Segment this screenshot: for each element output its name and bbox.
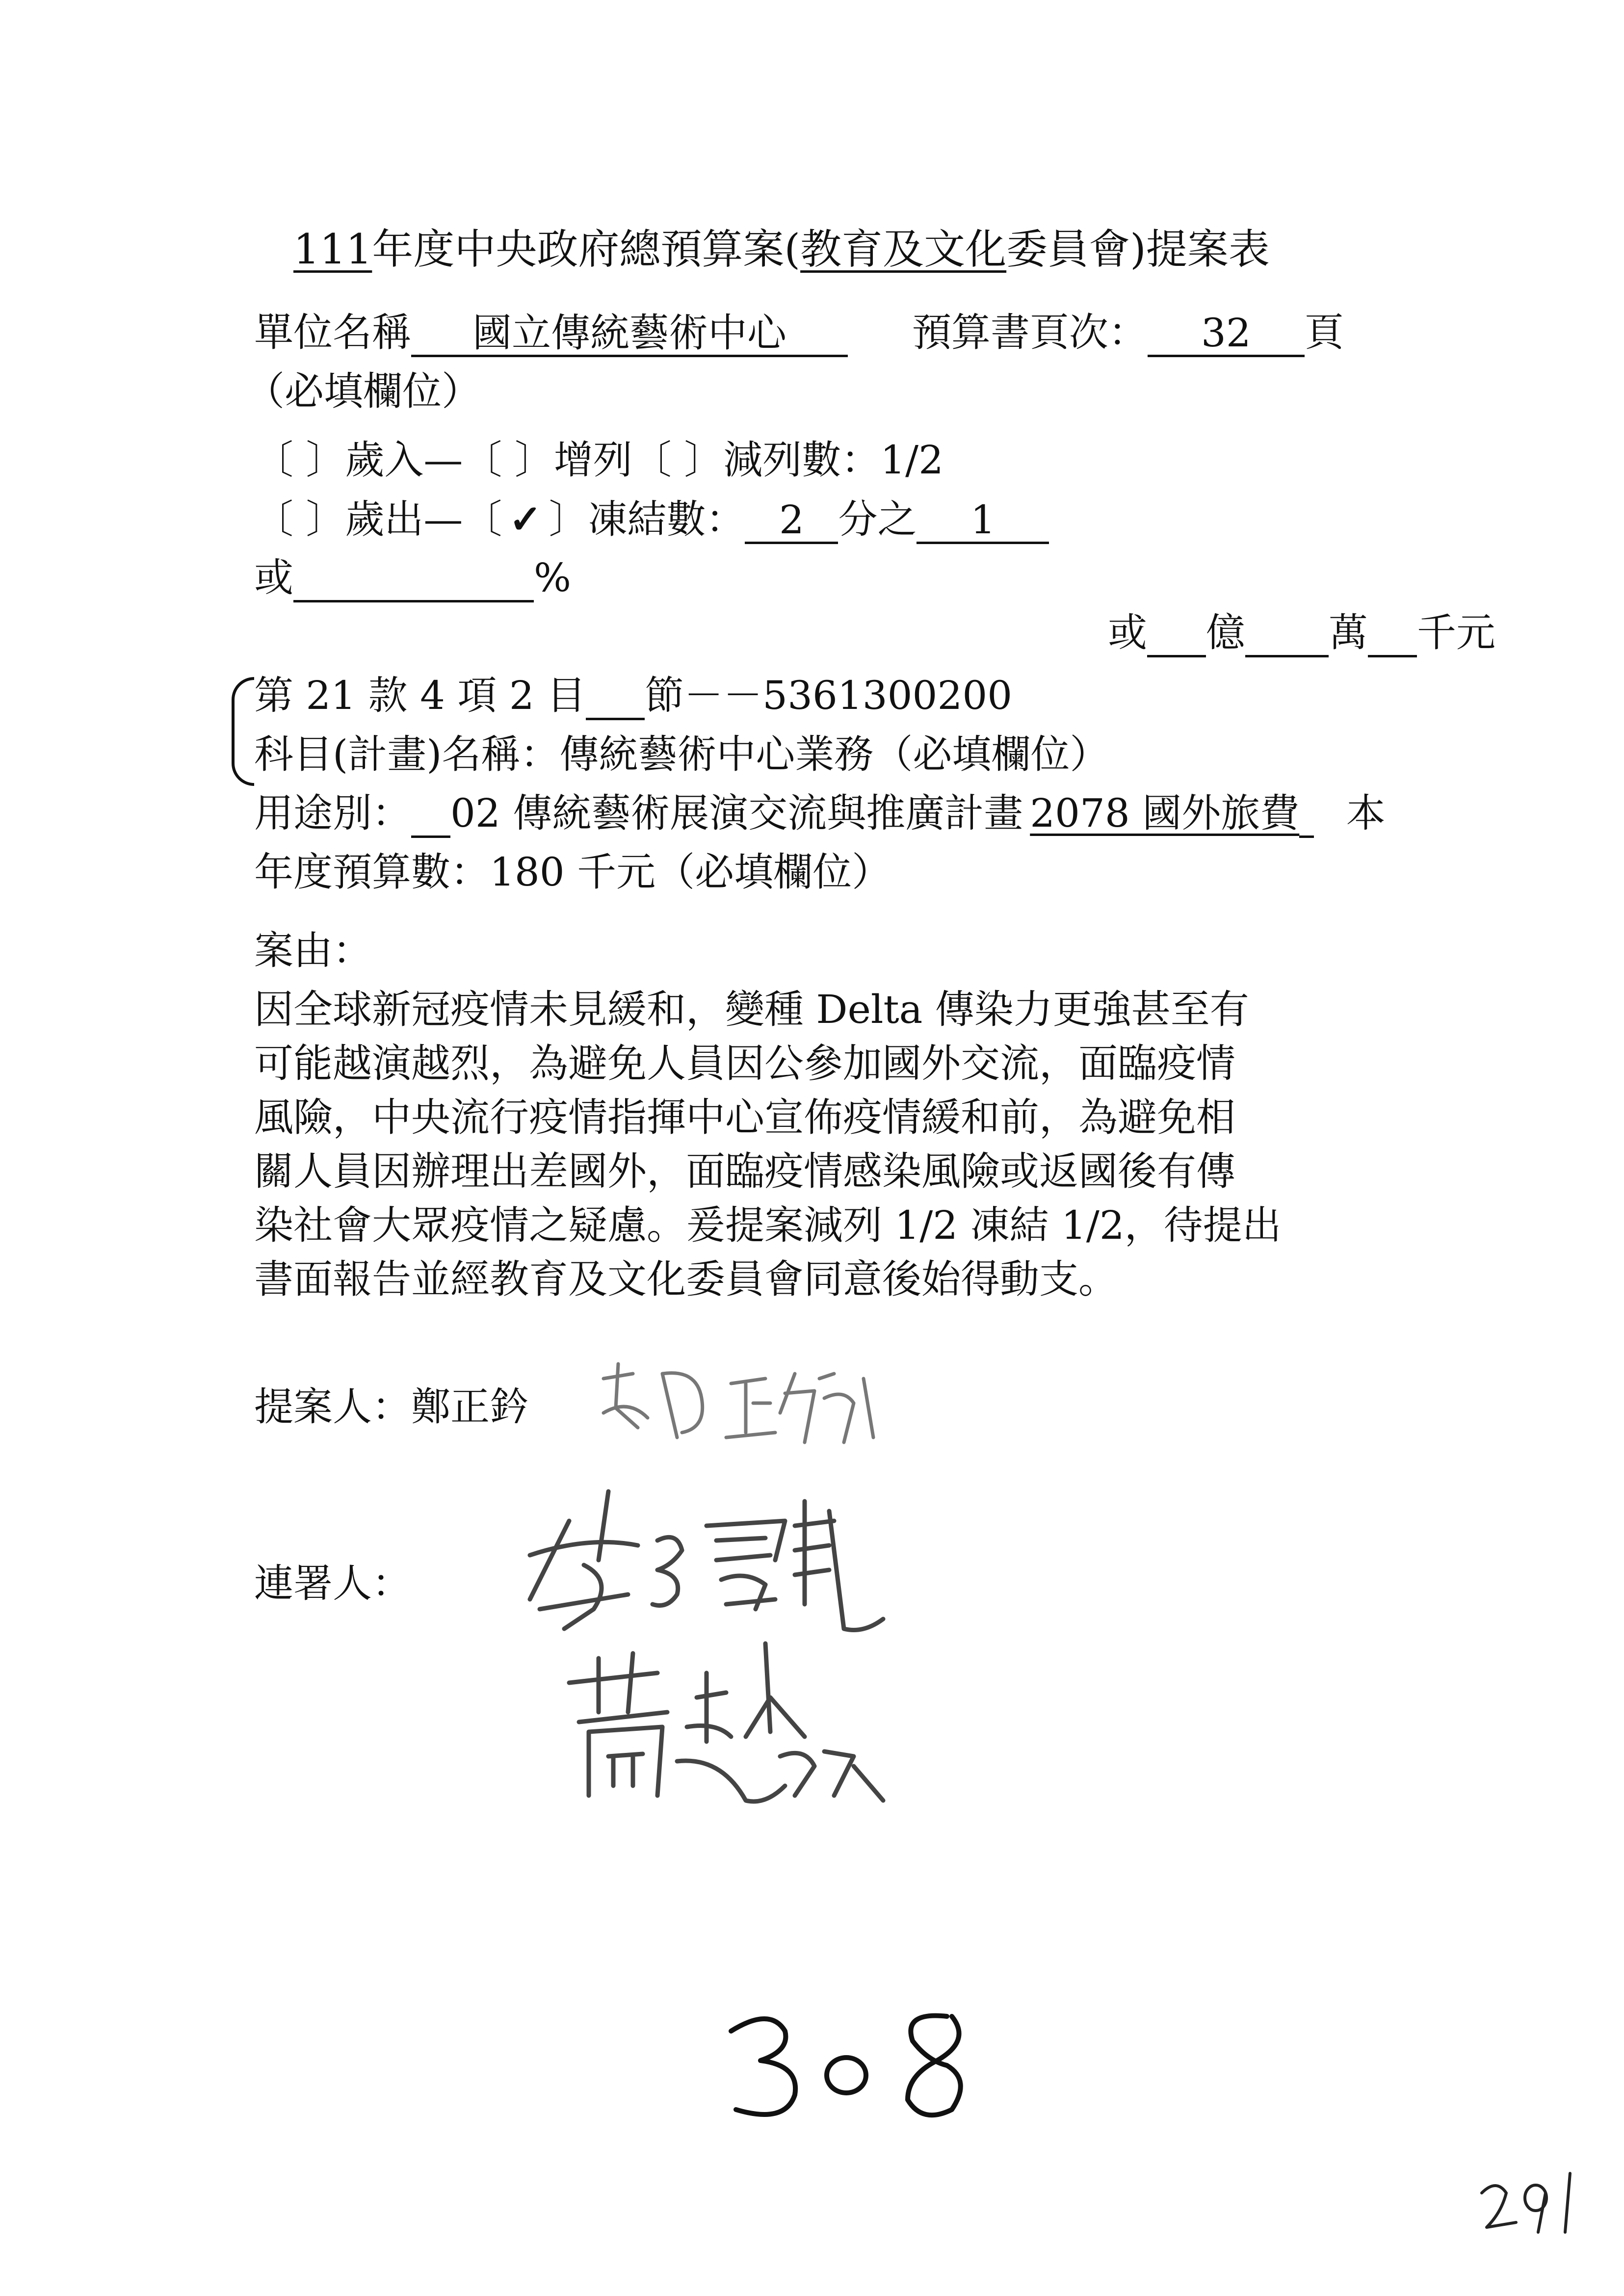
unit-required-note: （必填欄位） bbox=[245, 368, 481, 414]
subject-line-2: 科目(計畫)名稱：傳統藝術中心業務（必填欄位） bbox=[254, 731, 1109, 777]
usage-plan: 02 傳統藝術展演交流與推廣計畫 bbox=[450, 790, 1023, 836]
handwritten-corner-number bbox=[1477, 2164, 1585, 2237]
fraction-word: 分之 bbox=[838, 496, 917, 542]
usage-item-tail bbox=[1299, 792, 1314, 838]
title-year: 111 bbox=[293, 225, 372, 273]
unit-value: 國立傳統藝術中心 bbox=[411, 312, 848, 357]
subject-jie: 節－－5361300200 bbox=[645, 673, 1013, 718]
usage-blank bbox=[411, 792, 450, 838]
revenue-line: 〔 〕歲入—〔 〕增列〔 〕減列數：1/2 bbox=[254, 437, 944, 483]
usage-label: 用途別： bbox=[254, 790, 411, 836]
freeze-denominator: 1 bbox=[917, 498, 1049, 544]
cosigner-label: 連署人： bbox=[254, 1561, 411, 1606]
qian-blank bbox=[1368, 612, 1417, 657]
usage-line-2: 年度預算數：180 千元（必填欄位） bbox=[254, 849, 891, 895]
expense-line bbox=[254, 495, 1049, 544]
expense-prefix: 〔 〕歲出—〔 bbox=[254, 496, 502, 542]
reason-line-3: 風險，中央流行疫情指揮中心宣佈疫情緩和前，為避免相 bbox=[254, 1095, 1235, 1140]
reason-line-1: 因全球新冠疫情未見緩和，變種 Delta 傳染力更強甚至有 bbox=[254, 987, 1249, 1032]
qian-label: 千元 bbox=[1417, 610, 1495, 655]
unit-line bbox=[254, 308, 1344, 357]
subject-line-1 bbox=[254, 671, 1012, 720]
wan-blank bbox=[1245, 612, 1329, 657]
subject-brace bbox=[232, 677, 254, 786]
amount-line bbox=[1108, 608, 1495, 657]
expense-mid: 〕凍結數： bbox=[549, 496, 745, 542]
reason-label: 案由： bbox=[254, 928, 372, 973]
or-label: 或 bbox=[254, 555, 293, 600]
check-mark: ✓ bbox=[509, 496, 542, 542]
title-post: 委員會)提案表 bbox=[1006, 225, 1270, 273]
proposer-label: 提案人：鄭正鈐 bbox=[254, 1384, 529, 1430]
title-pre: 年度中央政府總預算案( bbox=[372, 225, 801, 273]
freeze-numerator: 2 bbox=[745, 498, 838, 544]
reason-line-4: 關人員因辦理出差國外，面臨疫情感染風險或返國後有傳 bbox=[254, 1148, 1235, 1194]
reason-line-6: 書面報告並經教育及文化委員會同意後始得動支。 bbox=[254, 1256, 1118, 1302]
form-title bbox=[293, 225, 1270, 274]
usage-line-1 bbox=[254, 789, 1386, 838]
title-committee: 教育及文化 bbox=[800, 225, 1007, 273]
yi-blank bbox=[1147, 612, 1206, 657]
cosigner-signature-2 bbox=[559, 1639, 903, 1825]
subject-kuan: 第 21 款 4 項 2 目 bbox=[254, 673, 586, 718]
page-label: 預算書頁次： bbox=[912, 310, 1148, 355]
page-suffix: 頁 bbox=[1304, 310, 1344, 355]
handwritten-page-number bbox=[716, 2002, 991, 2129]
percent-sign: % bbox=[534, 555, 572, 600]
amount-or: 或 bbox=[1108, 610, 1147, 655]
wan-label: 萬 bbox=[1329, 610, 1368, 655]
yi-label: 億 bbox=[1206, 610, 1245, 655]
proposer-signature bbox=[589, 1344, 893, 1457]
usage-this: 本 bbox=[1346, 790, 1386, 836]
reason-line-2: 可能越演越烈，為避免人員因公參加國外交流，面臨疫情 bbox=[254, 1041, 1235, 1086]
usage-item: 2078 國外旅費 bbox=[1030, 790, 1300, 836]
unit-label: 單位名稱 bbox=[254, 310, 411, 355]
reason-line-5: 染社會大眾疫情之疑慮。爰提案減列 1/2 凍結 1/2，待提出 bbox=[254, 1202, 1282, 1248]
percent-blank bbox=[293, 557, 534, 602]
page-value: 32 bbox=[1148, 312, 1305, 357]
cosigner-signature-1 bbox=[510, 1482, 903, 1644]
percent-line bbox=[254, 553, 571, 602]
mu-blank bbox=[586, 675, 645, 720]
